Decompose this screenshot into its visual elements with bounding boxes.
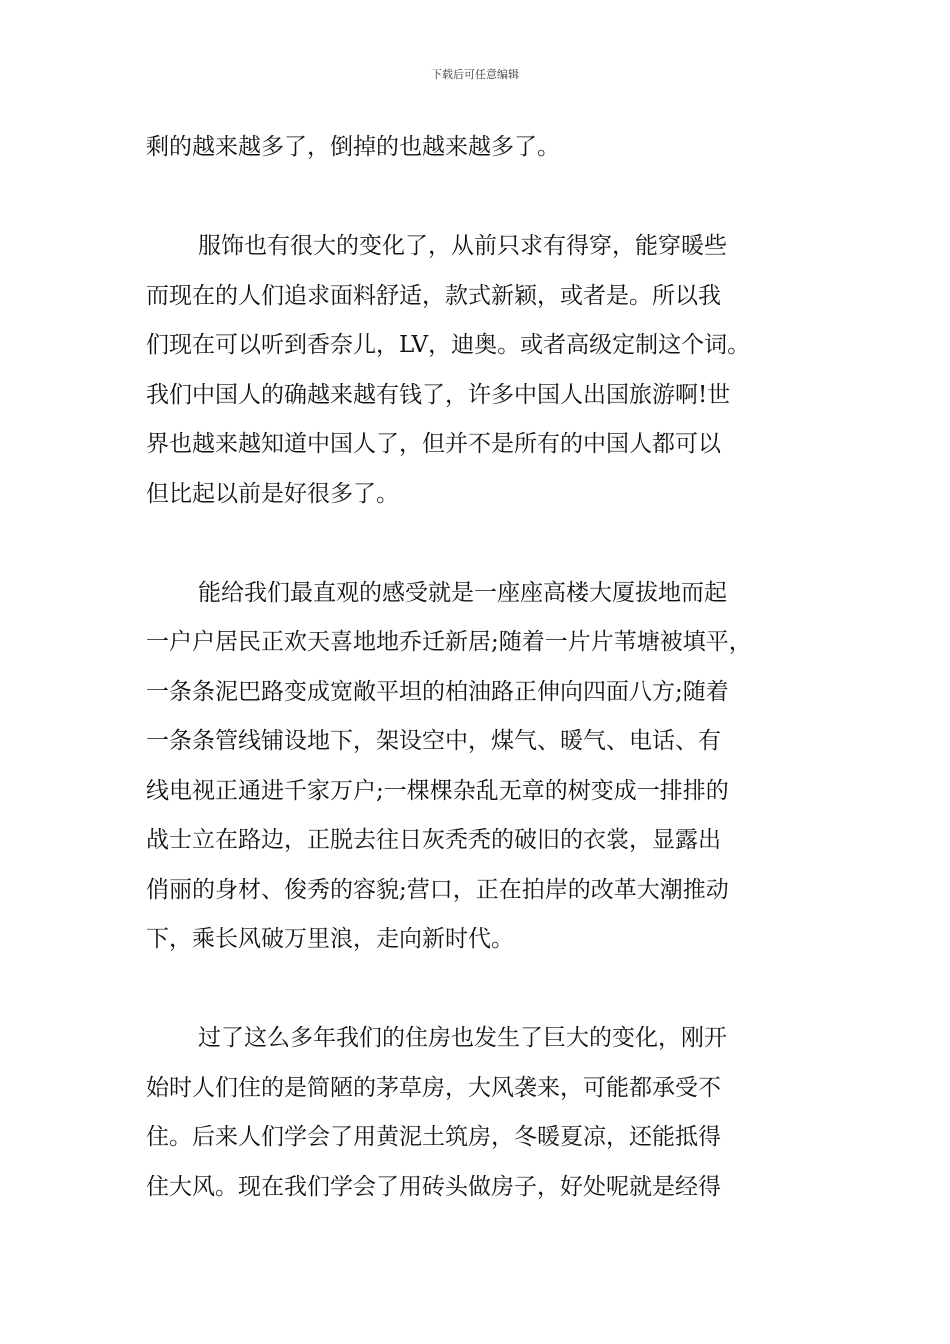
text-line: 而现在的人们追求面料舒适，款式新颖，或者是。所以我 — [146, 282, 721, 309]
text-line: 一户户居民正欢天喜地地乔迁新居;随着一片片苇塘被填平， — [146, 629, 752, 655]
text-line: 我们中国人的确越来越有钱了，许多中国人出国旅游啊!世 — [146, 381, 731, 408]
text-line: 线电视正通进千家万户;一棵棵杂乱无章的树变成一排排的 — [146, 777, 729, 804]
text-line: 能给我们最直观的感受就是一座座高楼大厦拔地而起 — [198, 579, 727, 606]
text-line: 但比起以前是好很多了。 — [146, 480, 399, 507]
text-line: 过了这么多年我们的住房也发生了巨大的变化，刚开 — [198, 1025, 727, 1051]
paragraph — [146, 222, 810, 519]
paragraph — [146, 1014, 810, 1212]
paragraph-gap — [146, 519, 810, 569]
text-line: 住大风。现在我们学会了用砖头做房子，好处呢就是经得 — [146, 1173, 721, 1200]
text-line: 下，乘长风破万里浪，走向新时代。 — [146, 926, 514, 952]
text-line: 服饰也有很大的变化了，从前只求有得穿，能穿暖些 — [198, 233, 727, 259]
text-line: 住。后来人们学会了用黄泥土筑房，冬暖夏凉，还能抵得 — [146, 1124, 721, 1150]
document-body — [146, 123, 810, 1212]
paragraph — [146, 123, 810, 173]
text-line: 始时人们住的是简陋的茅草房，大风袭来，可能都承受不 — [146, 1074, 721, 1101]
page-header: 下载后可任意编辑 — [431, 68, 519, 81]
text-line: 俏丽的身材、俊秀的容貌;营口，正在拍岸的改革大潮推动 — [146, 876, 729, 903]
paragraph-gap — [146, 965, 810, 1015]
text-line: 们现在可以听到香奈儿，LV，迪奥。或者高级定制这个词。 — [146, 332, 751, 358]
text-line: 战士立在路边，正脱去往日灰秃秃的破旧的衣裳，显露出 — [146, 827, 721, 853]
text-line: 界也越来越知道中国人了，但并不是所有的中国人都可以 — [146, 431, 721, 457]
text-line: 剩的越来越多了，倒掉的也越来越多了。 — [146, 134, 560, 160]
paragraph — [146, 569, 810, 965]
text-line: 一条条管线铺设地下，架设空中，煤气、暖气、电话、有 — [146, 728, 721, 754]
text-line: 一条条泥巴路变成宽敞平坦的柏油路正伸向四面八方;随着 — [146, 678, 729, 705]
paragraph-gap — [146, 173, 810, 223]
